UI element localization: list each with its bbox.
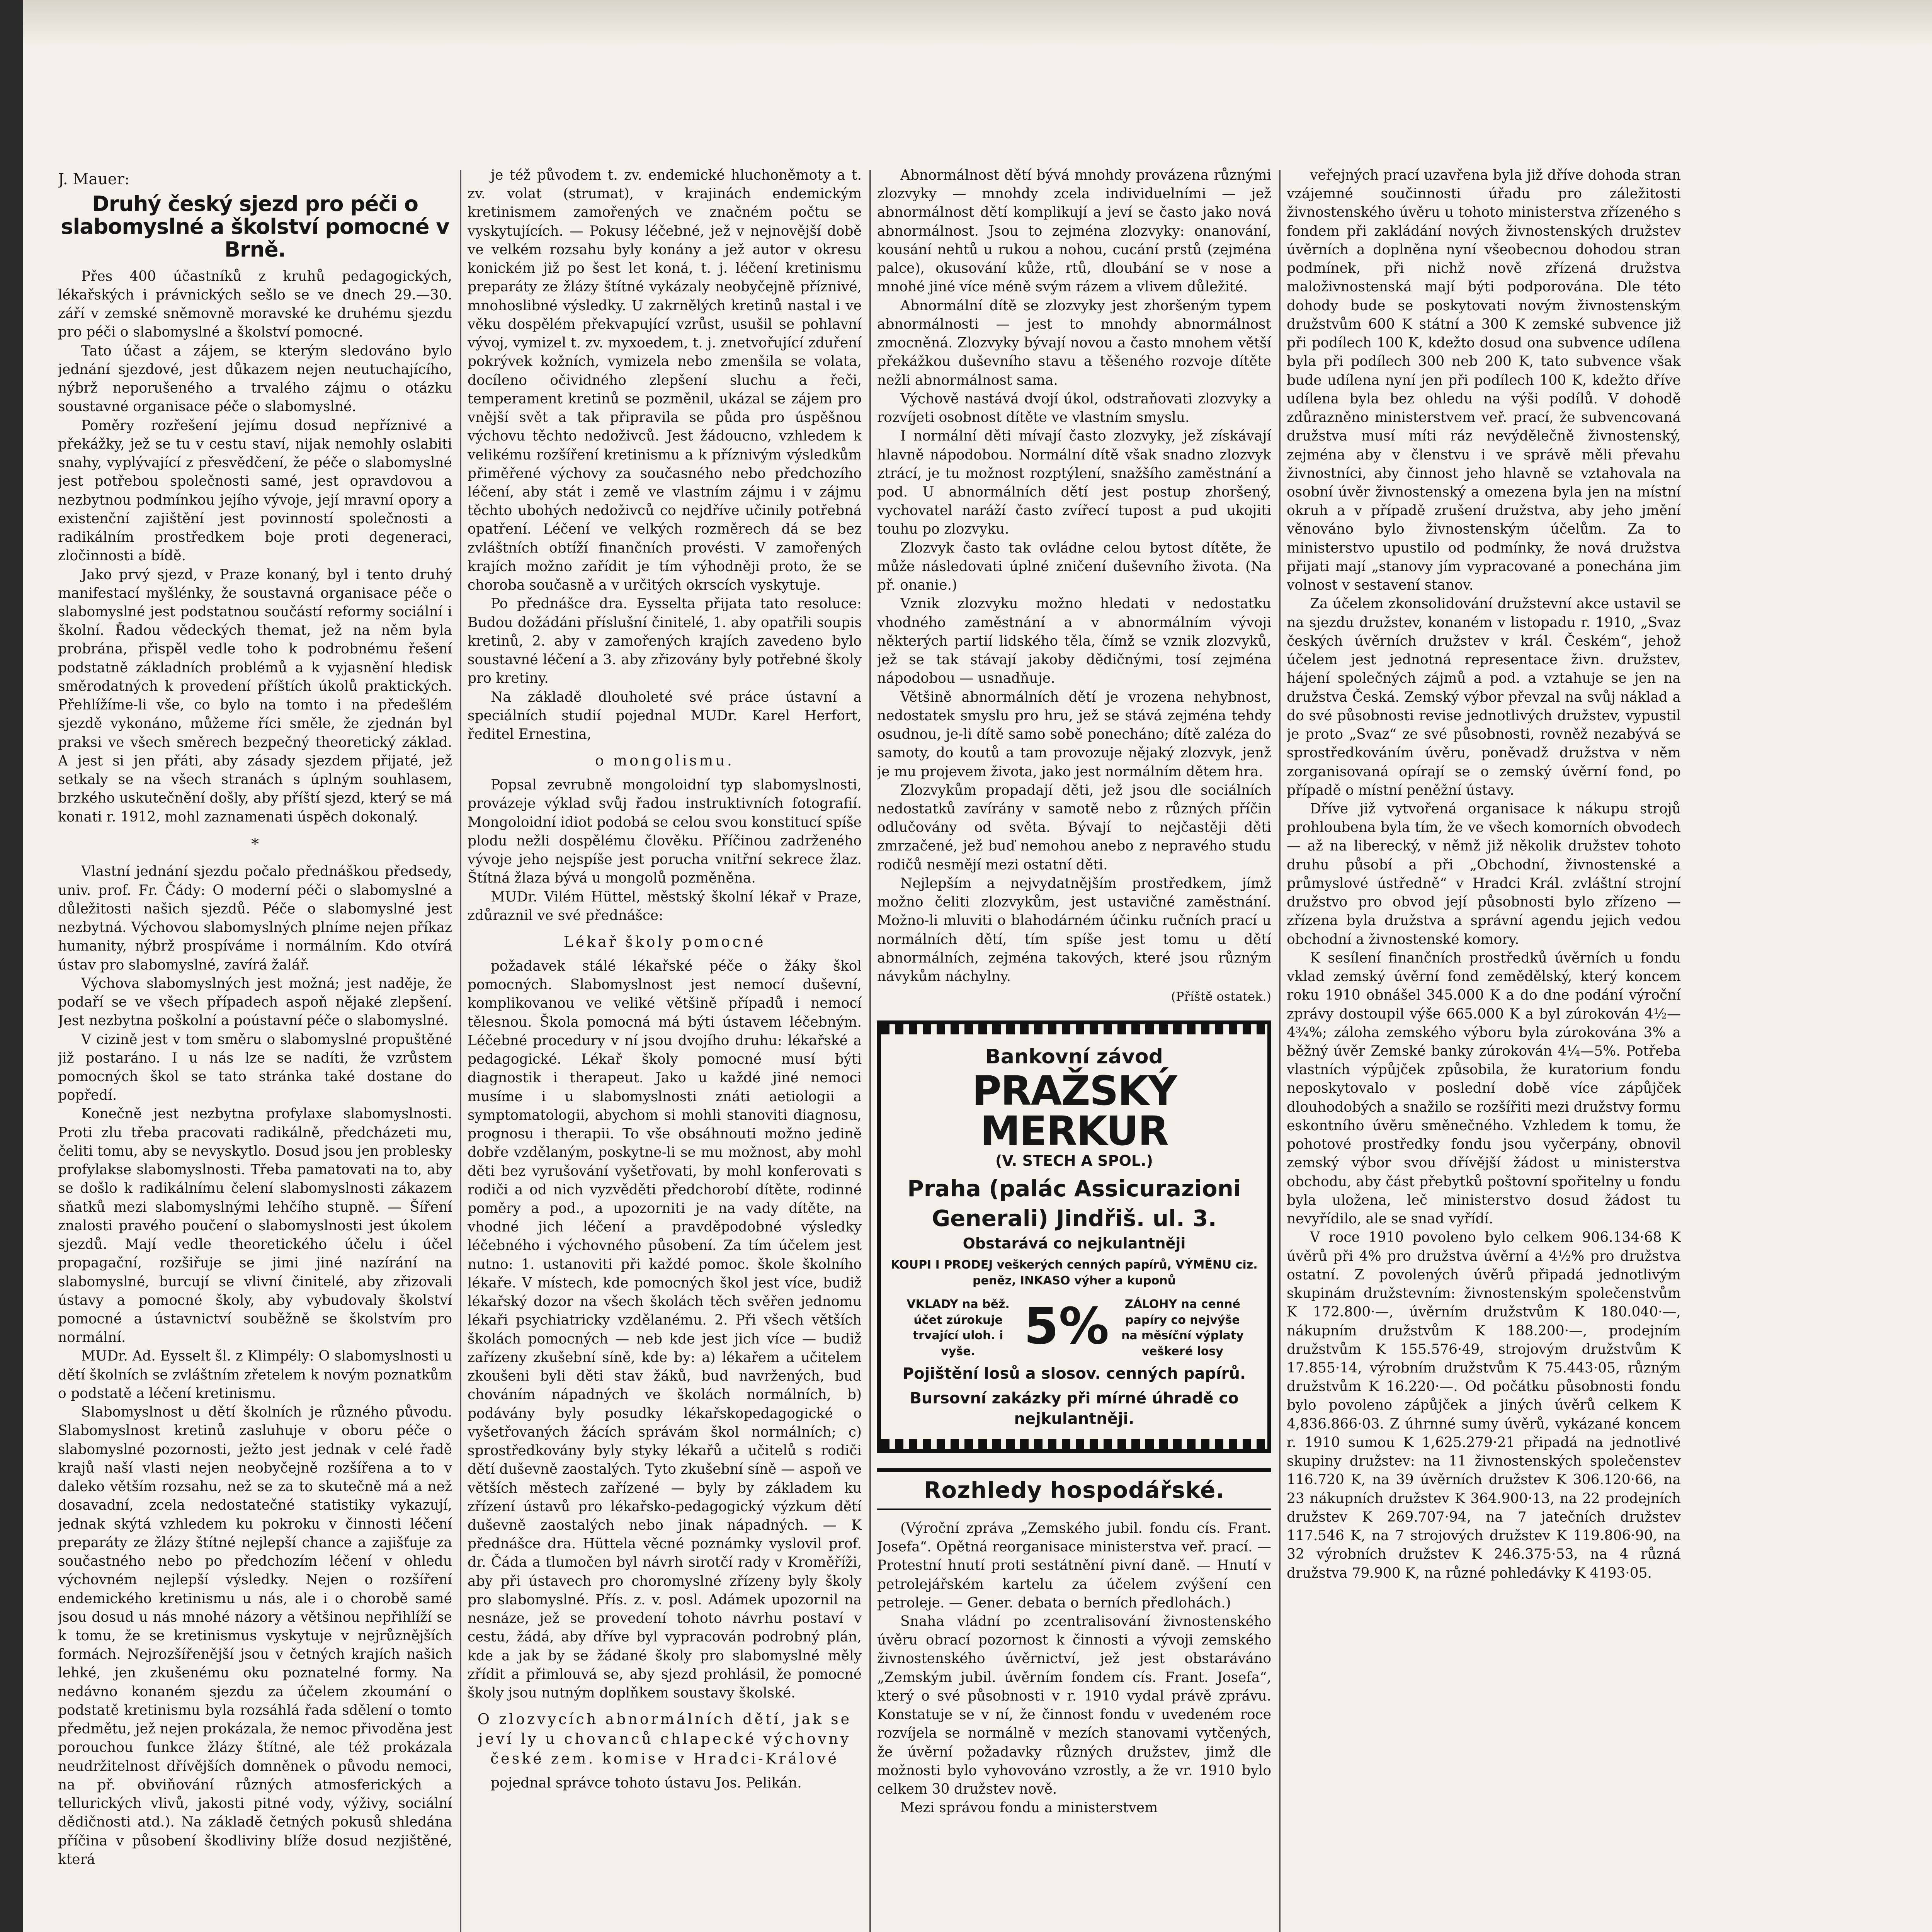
paragraph: Výchova slabomyslných jest možná; jest naděje, že podaří se ve všech případech aspoň nějaké zlepšení. Jest nezbytna poškolní a poústavní péče o slabomyslné. [58,975,452,1029]
column-rule [1279,170,1281,1932]
paragraph: požadavek stálé lékařské péče o žáky škol pomocných. Slabomyslnost jest nemocí duševní, komplikovanou ve veliké většině případů i nemocí tělesnou. Škola pomocná má býti ústavem léčebným. Léčebné procedury v ní jsou dvojího druhu: lékařské a pedagogické. Lékař školy pomocné musí býti diagnostik i therapeut. Jako u každé jiné nemoci musíme i u slabomyslnosti znáti aetiologii a symptomatologii, abychom si mohli stanoviti diagnosu, prognosu i therapii. To vše obsáhnouti možno jedině dobře vzdělaným, poskytne-li se mu možnost, aby mohl děti bez vyrušování vyšetřovati, by mohl konferovati s rodiči a od nich vyzvěděti předchorobí dítěte, rodinné poměry a pod., a upozorniti je na vady dítěte, na vhodné jich léčení a pravděpodobné výsledky léčebného i výchovného působení. Za tím účelem jest nutno: 1. ustanoviti při každé pomoc. škole školního lékaře. V místech, kde pomocných škol jest více, budiž lékařský dozor na všech školách těch svěřen jednomu lékaři psychiatricky vzdělanému. 2. Při všech větších školách pomocných — neb kde jest jich více — budiž zařízeny zkušební síně, kde by: a) lékařem a učitelem zkoušeni byli děti stav žáků, bud navržených, bud chováním nápadných ve školách normálních, b) podávány byly posudky lékařskopedagogické o vyšetřovaných žácích správám škol normálních; c) sprostředkovány byly styky lékařů a učitelů s rodiči dětí duševně zaostalých. Tyto zkušební síně — aspoň ve větších městech zařízené — byly by základem ku zřízení ústavů pro lékařsko-pedagogický výzkum dětí duševně zaostalých nebo jinak nápadných. — K přednášce dra. Hüttela věcné poznámky vyslovil prof. dr. Čáda a tlumočen byl návrh sirotčí rady v Kroměříži, aby při ústavech pro choromyslné zřízeny byly školy pro slabomyslné. Přís. z. v. posl. Adámek upozornil na nesnáze, jež se provedení tohoto návrhu postaví v cestu, žádá, aby dříve byl vypracován podrobný plán, kde a jak by se žádané školy pro slabomyslné měly zřídit a přimlouvá se, aby sjezd prohlásil, že pomocné školy jsou nutným doplňkem soustavy školské. [468,958,862,1701]
subheading-mongolism: o mongolismu. [595,752,734,769]
paragraph: I normální děti mívají často zlozvyky, jež získávají hlavně nápodobou. Normální dítě však snadno zlozvyk ztrácí, je tu možnost rozptýlení, snažšího zaměstnání a pod. U abnormálních dětí jest postup zhoršený, vychovatel naráží často zvířecí tupost a pud ukojiti touhu po zlozvyku. [877,428,1271,537]
ad-rates-row [890,1293,1258,1360]
paragraph: pojednal správce tohoto ústavu Jos. Pelikán. [491,1775,802,1791]
paragraph: Konečně jest nezbytna profylaxe slabomyslnosti. Proti zlu třeba pracovati radikálně, předcházeti mu, čeliti tomu, aby se nevyskytlo. Dosud jsou jen problesky profylakse slabomyslnosti. Třeba pamatovati na to, aby se došlo k radikálnímu čelení slabomyslnosti zákazem sňatků mezi slabomyslnými lehčího stupně. — Šíření znalosti pravého poučení o slabomyslnosti jest úkolem sjezdů. Mají vedle theoretického účelu i účel propagační, rozšiřuje se jimi jiné nazírání na slabomyslné, burcují se vlivní činitelé, aby zřizovali ústavy a pomocné školy, aby vybudovaly školství pomocné a ústavnictví souběžně se školstvím pro normální. [58,1106,452,1346]
column-3 [877,166,1271,1932]
ad-stock-orders: Bursovní zakázky při mírné úhradě co nejkulantněji. [910,1389,1239,1428]
bank-advertisement [877,1020,1271,1453]
ad-bank-name: PRAŽSKÝ MERKUR [972,1067,1177,1155]
paragraph: MUDr. Ad. Eysselt šl. z Klimpély: O slabomyslnosti u dětí školních se zvláštním zřetelem k novým poznatkům o podstatě a léčení kretinismu. [58,1348,452,1401]
paragraph: Zlozvykům propadají děti, jež jsou dle sociálních nedostatků zavírány v samotě nebo z různých příčin odlučovány od světa. Bývají to nejčastěji děti zmrzačené, jež buď nemohou anebo z nepravého studu rodičů nesmějí mezi ostatní děti. [877,782,1271,873]
paragraph: Po přednášce dra. Eysselta přijata tato resoluce: Budou dožádáni příslušní činitelé, 1. aby opatřili soupis kretinů, 2. aby v zamořených krajích zavedeno bylo soustavné léčení a 3. aby zřizovány byly potřebné školy pro kretiny. [468,596,862,687]
ad-services-intro: Obstarává co nejkulantněji [963,1235,1186,1252]
paragraph: Dříve již vytvořená organisace k nákupu strojů prohloubena byla tím, že ve všech komorních obvodech — až na liberecký, v němž již několik družstev tohoto druhu působí a při „Obchodní, živnostenské a průmyslové ústředně“ v Hradci Král. zvláštní strojní družstvo pro obvod její působnosti bylo zřízeno — zřízena byla družstva a správní agendu jejich vedou obchodní a živnostenské komory. [1287,801,1681,947]
paragraph: Zlozvyk často tak ovládne celou bytost dítěte, že může následovati úplné zničení duševního života. (Na př. onanie.) [877,540,1271,594]
column-4 [1287,166,1681,1932]
paragraph: V roce 1910 povoleno bylo celkem 906.134·68 K úvěrů při 4% pro družstva úvěrní a 4½% pro družstva ostatní. Z povolených úvěrů připadá jednotlivým skupinám družstevním: živnostenským společenstvům K 172.800·—, úvěrním družstvům K 180.040·—, nákupním družstvům K 188.200·—, prodejním družstvům K 155.576·49, strojovým družstvům K 17.855·14, výrobním družstvům K 75.443·05, různým družstvům K 16.220·—. Od počátku působnosti fondu bylo povoleno zápůjček a jiných úvěrů celkem K 4,836.866·03. Z úhrnné sumy úvěrů, vykázané koncem r. 1910 sumou K 1,625.279·21 připadá na jednotlivé skupiny družstev: na 11 živnostenských společenstev 116.720 K, na 39 úvěrních družstev K 306.120·66, na 23 nákupních družstev K 364.900·13, na 22 prodejních družstev K 269.707·94, na 7 jatečních družstev 117.546 K, na 7 strojových družstev K 119.806·90, na 32 výrobních družstev K 246.375·53, na 4 různá družstva 79.900 K, na různé pohledávky K 4193·05. [1287,1230,1681,1581]
paragraph: Na základě dlouholeté své práce ústavní a speciálních studií pojednal MUDr. Karel Herfort, ředitel Ernestina, [468,689,862,743]
ad-services: KOUPI I PRODEJ veškerých cenných papírů, VÝMĚNU ciz. peněz, INKASO výher a kuponů [891,1258,1258,1287]
column-2 [468,166,862,1932]
scan-edge [0,0,23,1932]
paragraph: Vlastní jednání sjezdu počalo přednáškou předsedy, univ. prof. Fr. Čády: O moderní péči o slabomyslné a důležitosti našich sjezdů. Péče o slabomyslné jest nezbytná. Výchovou slabomyslných plníme nejen příkaz humanity, nýbrž prospíváme i normálním. Kdo otvírá ústav pro slabomyslné, zavírá žalář. [58,864,452,973]
paragraph-summary: (Výroční zpráva „Zemského jubil. fondu cís. Frant. Josefa“. Opětná reorganisace ministerstva veř. prací. — Protestní hnutí proti sestátnění pivní daně. — Hnutí v petrolejářském kartelu za účelem zvýšení cen petroleje. — Gener. debata o berních předlohách.) [877,1520,1271,1611]
column-rule [869,170,871,1932]
continued-note: (Příště ostatek.) [1171,989,1271,1004]
paragraph: Tato účast a zájem, se kterým sledováno bylo jednání sjezdové, jest důkazem nejen neutuchajícího, nýbrž neporušeného a trvalého zájmu o otázku soustavné organisace péče o slabomyslné. [58,343,452,415]
paragraph: Většině abnormálních dětí je vrozena nehybnost, nedostatek smyslu pro hru, jež se stává zejména tehdy osudnou, je-li dítě samo sobě ponecháno; dítě zaléza do samoty, do koutů a tam provozuje nějaký zlozvyk, jenž je mu projevem života, jako jest normálním dětem hra. [877,689,1271,780]
ad-bank-label: Bankovní závod [985,1045,1163,1069]
paragraph: MUDr. Vilém Hüttel, městský školní lékař v Praze, zdůraznil ve své přednášce: [468,889,862,923]
paragraph: Vznik zlozvyku možno hledati v nedostatku vhodného zaměstnání a v abnormálním vývoji některých partií lidského těla, čímž se vznik zlozvyků, jež se tak stávají jakoby dědičnými, tosí zejména nápodobou — usnadňuje. [877,596,1271,687]
paragraph: Výchově nastává dvojí úkol, odstraňovati zlozvyky a rozvíjeti osobnost dítěte ve vlastním smyslu. [877,391,1271,426]
paragraph: K sesílení finančních prostředků úvěrních u fondu vklad zemský úvěrní fond zemědělský, který koncem roku 1910 obnášel 345.000 K a do dne podání výroční zprávy dostoupil výše 665.000 K a byl zúrokován 4½—4¾%; záloha zemského výboru byla zúrokována 3% a běžný úvěr Zemské banky zúrokován 4¼—5%. Potřeba vlastních výpůjček způsobila, že kuratorium fondu neposkytovalo v poslední době více zápůjček dlouhodobých a snažilo se rozšířiti mezi družstvy formu eskontního úvěru směnečného. Vzhledem k tomu, že pohotové prostředky fondu jsou vyčerpány, obnovil zemský výbor svou dřívější žádost u ministerstva obchodu, aby část přebytků poštovní spořitelny u fondu byla uložena, leč ministerstvo dosud žádost tu nevyřídilo, ale se snad vyřídí. [1287,950,1681,1227]
paragraph: Abnormálnost dětí bývá mnohdy provázena různými zlozvyky — mnohdy zcela individuelními — jež abnormálnost dětí komplikují a jeví se často jako nová abnormálnost. Jsou to zejména zlozvyky: onanování, kousání nehtů u rukou a nohou, cucání prstů (zejména palce), okusování kůže, rtů, dloubání se v nose a mnohé jiné více méně svým rázem a vlivem důležité. [877,167,1271,295]
paragraph: Abnormální dítě se zlozvyky jest zhoršeným typem abnormálnosti — jest to mnohdy abnormálnost zmocněná. Zlozvyky bývají novou a často mnohem větší překážkou duševního stavu a těšeného rozvoje dítěte nežli abnormálnost sama. [877,298,1271,388]
ad-insurance: Pojištění losů a slosov. cenných papírů. [902,1365,1246,1383]
column-1 [58,166,452,1932]
ad-rate: 5% [1024,1297,1109,1356]
paragraph: V cizině jest v tom směru o slabomyslné propuštěné již postaráno. I u nás lze se nadíti, že vzrůstem pomocných škol se tato stránka také dostane do popředí. [58,1031,452,1104]
ad-bank-owner: (V. STECH A SPOL.) [995,1152,1153,1169]
page-top-margin [23,0,1932,46]
paragraph: Jako prvý sjezd, v Praze konaný, byl i tento druhý manifestací myšlénky, že soustavná organisace péče o slabomyslné jest podstatnou součástí reformy sociální i školní. Řadou vědeckých themat, jež na něm byla probrána, přispěl vedle toho k podrobnému řešení podstatně základních problémů a k vyjasnění hledisk směrodatných k provedení příštích úkolů praktických. Přehlížíme-li vše, co bylo na tomto i na předešlém sjezdě vykonáno, můžeme říci směle, že zjednán byl praksi ve všech směrech bezpečný theoretický základ. A jest si jen přáti, aby zásady sjezdem přijaté, jež setkaly se na všech stranách s úplným souhlasem, brzkého uskutečnění došly, aby příští sjezd, který se má konati r. 1912, mohl zaznamenati úspěch dokonalý. [58,566,452,825]
article-headline: Druhý český sjezd pro péči o slabomyslné a školství pomocné v Brně. [61,191,449,262]
ad-address: Praha (palác Assicurazioni Generali) Jindřiš. ul. 3. [907,1175,1241,1232]
paragraph: Nejlepším a nejvydatnějším prostředkem, jímž možno čeliti zlozvykům, jest ustavičné zaměstnání. Možno-li mluviti o blahodárném účinku ručních prací u normálních dětí, tím spíše jest tomu u dětí abnormálních, zejména takových, které jsou různým návykům náchylny. [877,875,1271,985]
paragraph: Slabomyslnost u dětí školních je různého původu. Slabomyslnost kretinů zasluhuje v oboru péče o slabomyslné pozornosti, ježto jest jednak v celé řadě krajů naší vlasti nejen neobyčejně rozšířena a to v daleko větším rozsahu, než se za to skutečně má a než dosavadní, zcela nedostatečné statistiky vykazují, jednak skýtá vzhledem ku pokroku v činnosti léčení preparáty ze žlázy štítné nejlepší chance a zajišťuje za součastného nebo po předchozím léčení v ohledu výchovném nejlepší výsledky. Nejen o rozšíření endemického kretinismu u nás, ale i o chorobě samé jsou dosud u nás mnohé názory a většinou nepřihlíží se k tomu, že se kretinismus vyskytuje v nejrůznějších formách. Nejrozšířenější jsou v četných krajích našich lehké, jen zkušenému oku poznatelné formy. Na nedávno konaném sjezdu za účelem zkoumání o podstatě kretinismu byla rozsáhlá řada sdělení o tomto předmětu, jež nejen prokázala, že nemoc přivoděna jest porouchou funkce žlázy štítné, ale též prokázala neudržitelnost dřívějších domněnek o původu nemoci, na př. obviňování různých atmosferických a tellurických vlivů, jakosti pitné vody, výživy, sociální dědičnosti atd.). Na základě četných pokusů shledána příčina v působení škodliviny blíže dosud nezjištěné, která [58,1404,452,1867]
author-byline: J. Mauer: [58,170,130,188]
paragraph: Snaha vládní po zcentralisování živnostenského úvěru obrací pozornost k činnosti a vývoji zemského živnostenského úvěrnictví, jež jest obstaráváno „Zemským jubil. úvěrním fondem cís. Frant. Josefa“, který o své působnosti v r. 1910 vydal právě zprávu. Konstatuje se v ní, že činnost fondu v uvedeném roce rozvíjela se normálně v mezích stanovami vytčených, že úvěrní požadavky různých družstev, jimž dle možnosti bylo vyhovováno vzrostly, a že vr. 1910 bylo celkem 30 družstev nově. [877,1613,1271,1798]
paragraph: Za účelem zkonsolidování družstevní akce ustavil se na sjezdu družstev, konaném v listopadu r. 1910, „Svaz českých úvěrních družstev v král. Českém“, jehož účelem jest jednotná representace živn. družstev, hájení společných zájmů a pod. a vztahuje se jen na družstva Česká. Zemský výbor převzal na svůj náklad a do své působnosti revise jednotlivých družstev, vypustil je proto „Svaz“ ze své působnosti, rovněž nezabývá se sprostředkováním úvěru, poněvadž družstva v něm zorganisovaná opírají se o zemský úvěrní fond, po případě o místní peněžní ústavy. [1287,596,1681,798]
paragraph: veřejných prací uzavřena byla již dříve dohoda stran vzájemné součinnosti úřadu pro záležitosti živnostenského úvěru u tohoto ministerstva zřízeného s fondem při zakládání nových živnostenských družstev úvěrních a doplněna nyní všeobecnou dohodou stran podmínek, při nichž nově zřízená družstva maloživnostenská mají býti podporována. Dle této dohody bude se poskytovati novým živnostenským družstvům 600 K státní a 300 K zemské subvence již při podílech 100 K, kdežto dosud ona subvence udílena byla při podílech 300 neb 200 K, tato subvence však bude udílena nyní jen při podílech 100 K, kdežto dříve udílena byla bez ohledu na výši podílů. V dohodě zdůrazněno ministerstvem veř. prací, že subvencovaná družstva musí míti ráz nevýdělečně živnostenský, zejména aby v členstvu i ve správě měli převahu živnostníci, aby činnost jeho hlavně se vztahovala na osobní úvěr živnostenský a omezena byla jen na místní okruh a v případě zrušení družstva, aby jeho jmění věnováno bylo živnostenským účelům. Za to ministerstvo upustilo od podmínky, že nová družstva přijati mají „stanovy jím vypracované a ponechána jim volnost v sestavení stanov. [1287,167,1681,594]
section-star: * [251,835,259,853]
ad-advances: ZÁLOHY na cenné papíry co nejvýše na měsíční výplaty veškeré losy [1121,1298,1244,1358]
section-heading-economy: Rozhledy hospodářské. [877,1468,1271,1510]
paragraph: je též původem t. zv. endemické hluchoněmoty a t. zv. volat (strumat), v krajinách endemickým kretinismem zamořených ve značném počtu se vyskytujících. — Pokusy léčebné, jež v nejnovější době ve velkém rozsahu byly konány a jež autor v okresu konickém již po šest let koná, t. j. léčení kretinismu preparáty ze žlázy štítné vykázaly neobyčejně příznivé, mnohoslibné výsledky. U zakrnělých kretinů nastal i ve věku dospělém překvapující vzrůst, usušil se pohlavní vývoj, vymizel t. zv. myxoedem, t. j. znetvořující zduření pokrývek kožních, vymizela nebo zmenšila se volata, docíleno očividného zlepšení sluchu a řeči, temperament kretinů se pozměnil, ukázal se zájem pro vnější svět a tak připravila se půda pro úspěšnou výchovu těchto nedoživců. Jest žádoucno, vzhledem k velikému rozšíření kretinismu a k příznivým výsledkům přiměřené výchovy za současného nebo předchozího léčení, aby stát i země ve vlastním zájmu i v zájmu těchto ubohých nedoživců co nejdříve učinily potřebná opatření. Léčení ve velkých rozměrech dá se bez zvláštních obtíží finančních provésti. V zamořených krajích možno zařídit je tím výhodněji proto, že se choroba současně a v určitých okrscích vyskytuje. [468,167,862,594]
subheading-school-doctor: Lékař školy pomocné [563,933,766,951]
paragraph: Popsal zevrubně mongoloidní typ slabomyslnosti, provázeje výklad svůj řadou instruktivních fotografií. Mongoloidní idiot podobá se celou svou konstitucí spíše plodu nežli dospělému člověku. Příčinou zadrženého vývoje jeho nejspíše jest porucha vnitřní sekrece žlaz. Štítná žlaza bývá u mongolů pozměněna. [468,777,862,886]
ad-deposits: VKLADY na běž. účet zúrokuje trvající uloh. i vyše. [906,1298,1010,1358]
paragraph: Mezi správou fondu a ministerstvem [900,1800,1158,1816]
paragraph: Přes 400 účastníků z kruhů pedagogických, lékařských i právnických sešlo se ve dnech 29.—30. září v zemské sněmovně moravské ke druhému sjezdu pro péči o slabomyslné a školství pomocné. [58,268,452,340]
paragraph: Poměry rozřešení jejímu dosud nepříznivé a překážky, jež se tu v cestu staví, nijak nemohly oslabiti snahy, vyplývající z přesvědčení, že péče o slabomyslné jest potřebou společnosti samé, jest opravdovou a nezbytnou podmínkou jejího vývoje, její mravní opory a existenční zajištění jest povinností společnosti a radikálním prostředkem boje proti degeneraci, zločinnosti a bídě. [58,417,452,564]
subheading-bad-habits: O zlozvycích abnormálních dětí, jak se jeví ly u chovanců chlapecké výchovny české zem. komise v Hradci-Králové [477,1711,852,1767]
column-rule [460,170,461,1932]
